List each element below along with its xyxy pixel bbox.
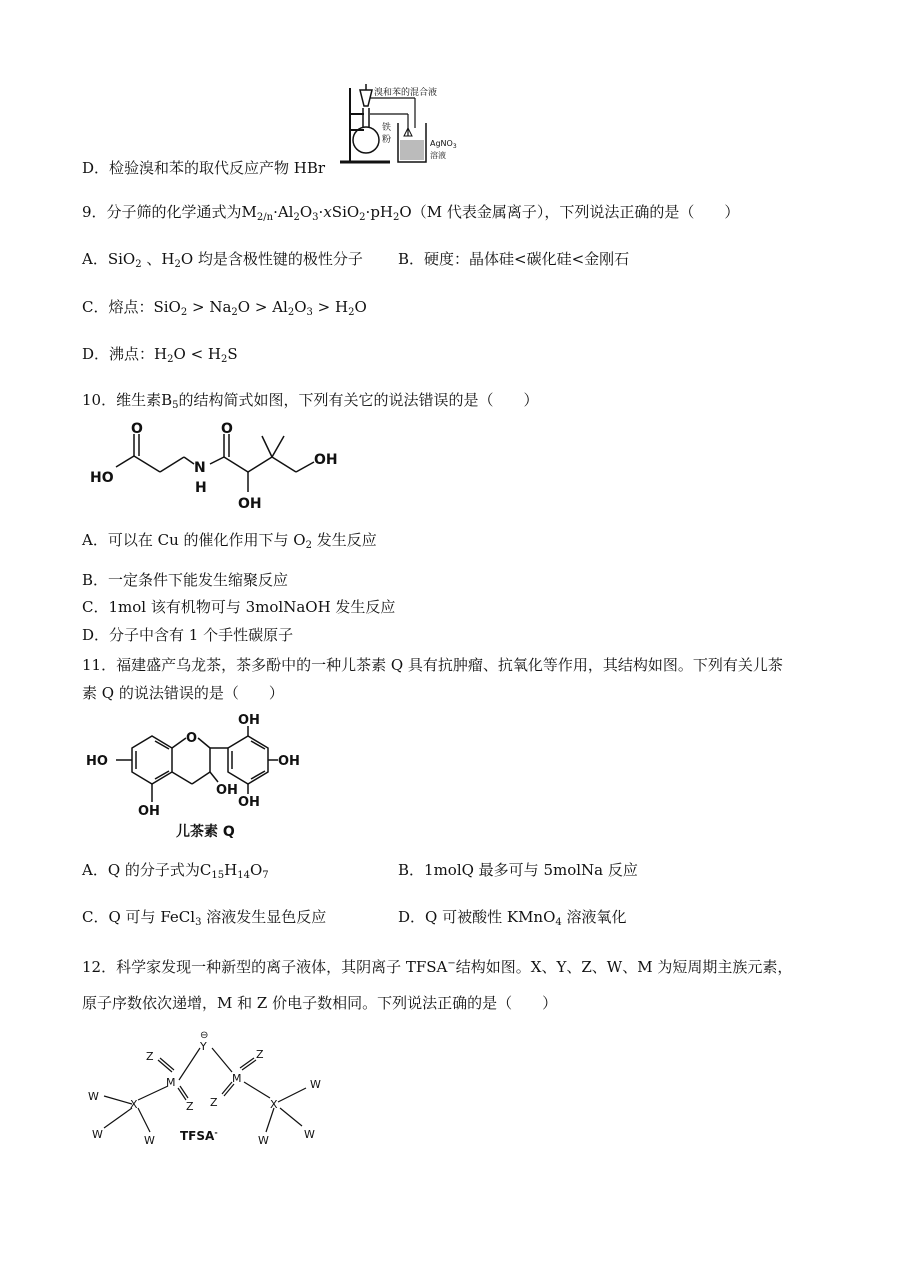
q9-option-c: C．熔点：$SiO_2 > Na_2O > Al_2O_3 > H_2O$ [82,298,367,318]
b5-o1: O [131,422,143,437]
q-oh-right: OH [278,754,300,769]
q-oh-mid: OH [216,783,238,798]
q9-stem: 9．分子筛的化学通式为$M_{2/n}\cdot Al_2O_3\cdot xSiO_2\cdot pH_2O(M$ 代表金属离子），下列说法正确的是（ ） [82,203,740,223]
label-ag: AgNO$_3$ [430,139,457,150]
q10-option-a: A．可以在 Cu 的催化作用下与 $O_2$ 发生反应 [82,531,377,551]
b5-n: N [194,460,206,476]
q11-option-d: D．Q 可被酸性 KMnO$_4$ 溶液氧化 [398,908,627,928]
q11-option-c: C．Q 可与 FeCl$_3$ 溶液发生显色反应 [82,908,327,928]
q-oh-br: OH [238,795,260,810]
q-oh-top: OH [238,713,260,728]
q-oh-bot: OH [138,804,160,819]
tfsa-structure [82,1028,342,1153]
b5-oh2: OH [314,452,338,468]
b5-oh1: OH [238,496,262,512]
tfsa-w2: W [92,1128,103,1141]
q9-option-d: D．沸点：$H_2O < H_2S$ [82,345,238,365]
tfsa-w3: W [144,1134,155,1147]
vitamin-b5-structure [86,422,356,514]
b5-o2: O [221,422,233,437]
tfsa-caption: TFSA- [180,1128,218,1143]
tfsa-m1: M [166,1076,176,1089]
tfsa-z2: Z [186,1100,194,1113]
q11-option-a: A．Q 的分子式为$C_{15}H_{14}O_7$ [82,861,269,881]
q11-option-b: B．1molQ 最多可与 5molNa 反应 [398,861,638,879]
tfsa-z4: Z [210,1096,218,1109]
q-ho-left: HO [86,754,108,769]
q8-option-d: D．检验溴和苯的取代反应产物 HBr [82,159,326,177]
q11-stem-line1: 11．福建盛产乌龙茶，茶多酚中的一种儿茶素 Q 具有抗肿瘤、抗氧化等作用，其结构如图。下列有关儿茶 [82,656,783,674]
label-mix: 溴和苯的混合液 [374,88,438,98]
tfsa-w1: W [88,1090,99,1103]
b5-h: H [195,480,207,496]
q10-option-c: C．1mol 该有机物可与 3molNaOH 发生反应 [82,598,396,616]
q12-stem-line1: 12．科学家发现一种新型的离子液体，其阴离子 TFSA−结构如图。X、Y、Z、W、M 为短周期主族元素， [82,958,793,976]
apparatus-figure [330,78,480,168]
label-fe2: 粉 [382,135,392,145]
tfsa-w4: W [310,1078,321,1091]
q9-option-b: B．硬度：晶体硅<碳化硅<金刚石 [398,250,630,268]
tfsa-charge: ⊖ [200,1030,209,1041]
catechin-q-structure [82,712,312,842]
tfsa-m2: M [232,1072,242,1085]
b5-ho: HO [90,470,114,486]
q10-stem: 10．维生素$B_5$的结构简式如图，下列有关它的说法错误的是（ ） [82,391,539,411]
tfsa-w5: W [258,1134,269,1147]
tfsa-z3: Z [256,1048,264,1061]
tfsa-x2: X [270,1098,278,1111]
label-fe1: 铁 [382,123,392,133]
label-sol: 溶液 [430,151,446,160]
q-caption: 儿茶素 Q [176,824,235,840]
tfsa-y: Y [200,1040,207,1053]
q-o-ring: O [186,731,198,746]
tfsa-x1: X [130,1098,138,1111]
q9-option-a: A．SiO$_2$ 、$H_2O$ 均是含极性键的极性分子 [82,250,363,270]
tfsa-z1: Z [146,1050,154,1063]
tfsa-w6: W [304,1128,315,1141]
q12-stem-line2: 原子序数依次递增，M 和 Z 价电子数相同。下列说法正确的是（ ） [82,994,558,1012]
q10-option-b: B．一定条件下能发生缩聚反应 [82,571,289,589]
q11-stem-line2: 素 Q 的说法错误的是（ ） [82,684,284,702]
q10-option-d: D．分子中含有 1 个手性碳原子 [82,626,294,644]
